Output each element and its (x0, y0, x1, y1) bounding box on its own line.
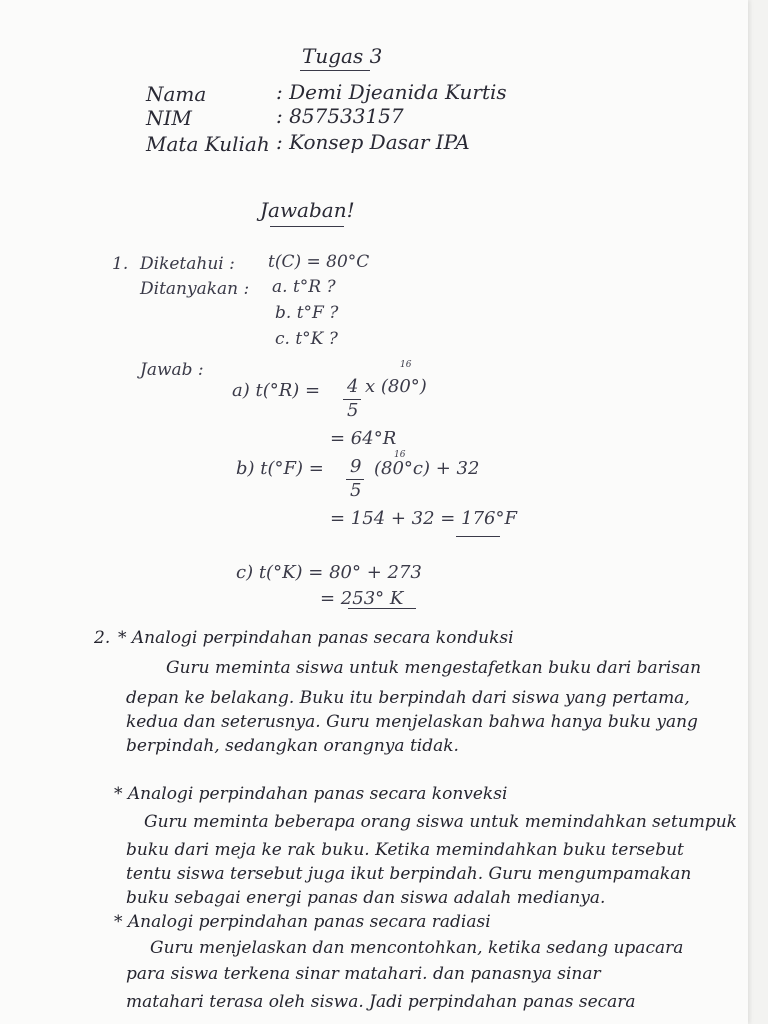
q1-a-frac-num: 4 (347, 376, 359, 397)
q1-b-answer-underline (456, 536, 500, 537)
value-nim: : 857533157 (276, 104, 404, 128)
q1-diketahui-label: Diketahui : (140, 254, 235, 274)
label-nim: NIM (146, 106, 192, 130)
q1-asked-b: b. t°F ? (275, 303, 339, 323)
jawaban-underline (270, 226, 344, 227)
jawaban-heading: Jawaban! (260, 198, 355, 222)
q1-b-frac-num: 9 (350, 456, 362, 477)
q1-ditanyakan-label: Ditanyakan : (140, 279, 250, 299)
q1-c-answer-underline (348, 608, 416, 609)
q1-c-result: = 253° K (320, 588, 404, 609)
q2-konduksi-line-4: berpindah, sedangkan orangnya tidak. (126, 736, 459, 756)
label-nama: Nama (146, 82, 207, 106)
q2-konveksi-line-3: tentu siswa tersebut juga ikut berpindah. Guru mengumpamakan (126, 864, 692, 884)
value-nama: : Demi Djeanida Kurtis (276, 80, 507, 104)
q1-b-rest: (80°c) + 32 (374, 458, 480, 479)
q1-number: 1. (112, 254, 129, 274)
q1-b-lhs: b) t(°F) = (236, 458, 324, 479)
assignment-title: Tugas 3 (302, 44, 383, 68)
q1-b-cancel-note: 16 (394, 450, 406, 460)
q2-radiasi-title: * Analogi perpindahan panas secara radiasi (114, 912, 491, 932)
q2-radiasi-line-2: para siswa terkena sinar matahari. dan panasnya sinar (126, 964, 601, 984)
q1-b-result: = 154 + 32 = 176°F (330, 508, 517, 529)
title-underline (300, 70, 370, 71)
q1-a-cancel-note: 16 (400, 360, 412, 370)
q2-konveksi-line-4: buku sebagai energi panas dan siswa adalah medianya. (126, 888, 606, 908)
q2-radiasi-line-3: matahari terasa oleh siswa. Jadi perpindahan panas secara (126, 992, 636, 1012)
q1-a-result: = 64°R (330, 428, 397, 449)
q1-a-rest: x (80°) (365, 376, 427, 397)
q2-number: 2. (94, 628, 111, 648)
q1-asked-a: a. t°R ? (272, 277, 336, 297)
q2-radiasi-line-1: Guru menjelaskan dan mencontohkan, ketika sedang upacara (150, 938, 684, 958)
q1-jawab-label: Jawab : (140, 360, 204, 380)
label-mata-kuliah: Mata Kuliah (146, 132, 270, 156)
q2-konveksi-line-2: buku dari meja ke rak buku. Ketika memindahkan buku tersebut (126, 840, 684, 860)
q2-konduksi-line-1: Guru meminta siswa untuk mengestafetkan buku dari barisan (166, 658, 702, 678)
q1-c-line: c) t(°K) = 80° + 273 (236, 562, 422, 583)
q1-asked-c: c. t°K ? (275, 329, 338, 349)
q2-konveksi-title: * Analogi perpindahan panas secara konveksi (114, 784, 508, 804)
q1-a-lhs: a) t(°R) = (232, 380, 321, 401)
q2-konduksi-line-2: depan ke belakang. Buku itu berpindah dari siswa yang pertama, (126, 688, 690, 708)
value-mata-kuliah: : Konsep Dasar IPA (276, 130, 470, 154)
q2-konduksi-line-3: kedua dan seterusnya. Guru menjelaskan bahwa hanya buku yang (126, 712, 698, 732)
q2-konveksi-line-1: Guru meminta beberapa orang siswa untuk memindahkan setumpuk (144, 812, 737, 832)
q1-b-frac-den: 5 (350, 480, 362, 501)
q1-a-frac-den: 5 (347, 400, 359, 421)
q2-konduksi-title: * Analogi perpindahan panas secara konduksi (118, 628, 514, 648)
q1-diketahui-value: t(C) = 80°C (268, 252, 370, 272)
